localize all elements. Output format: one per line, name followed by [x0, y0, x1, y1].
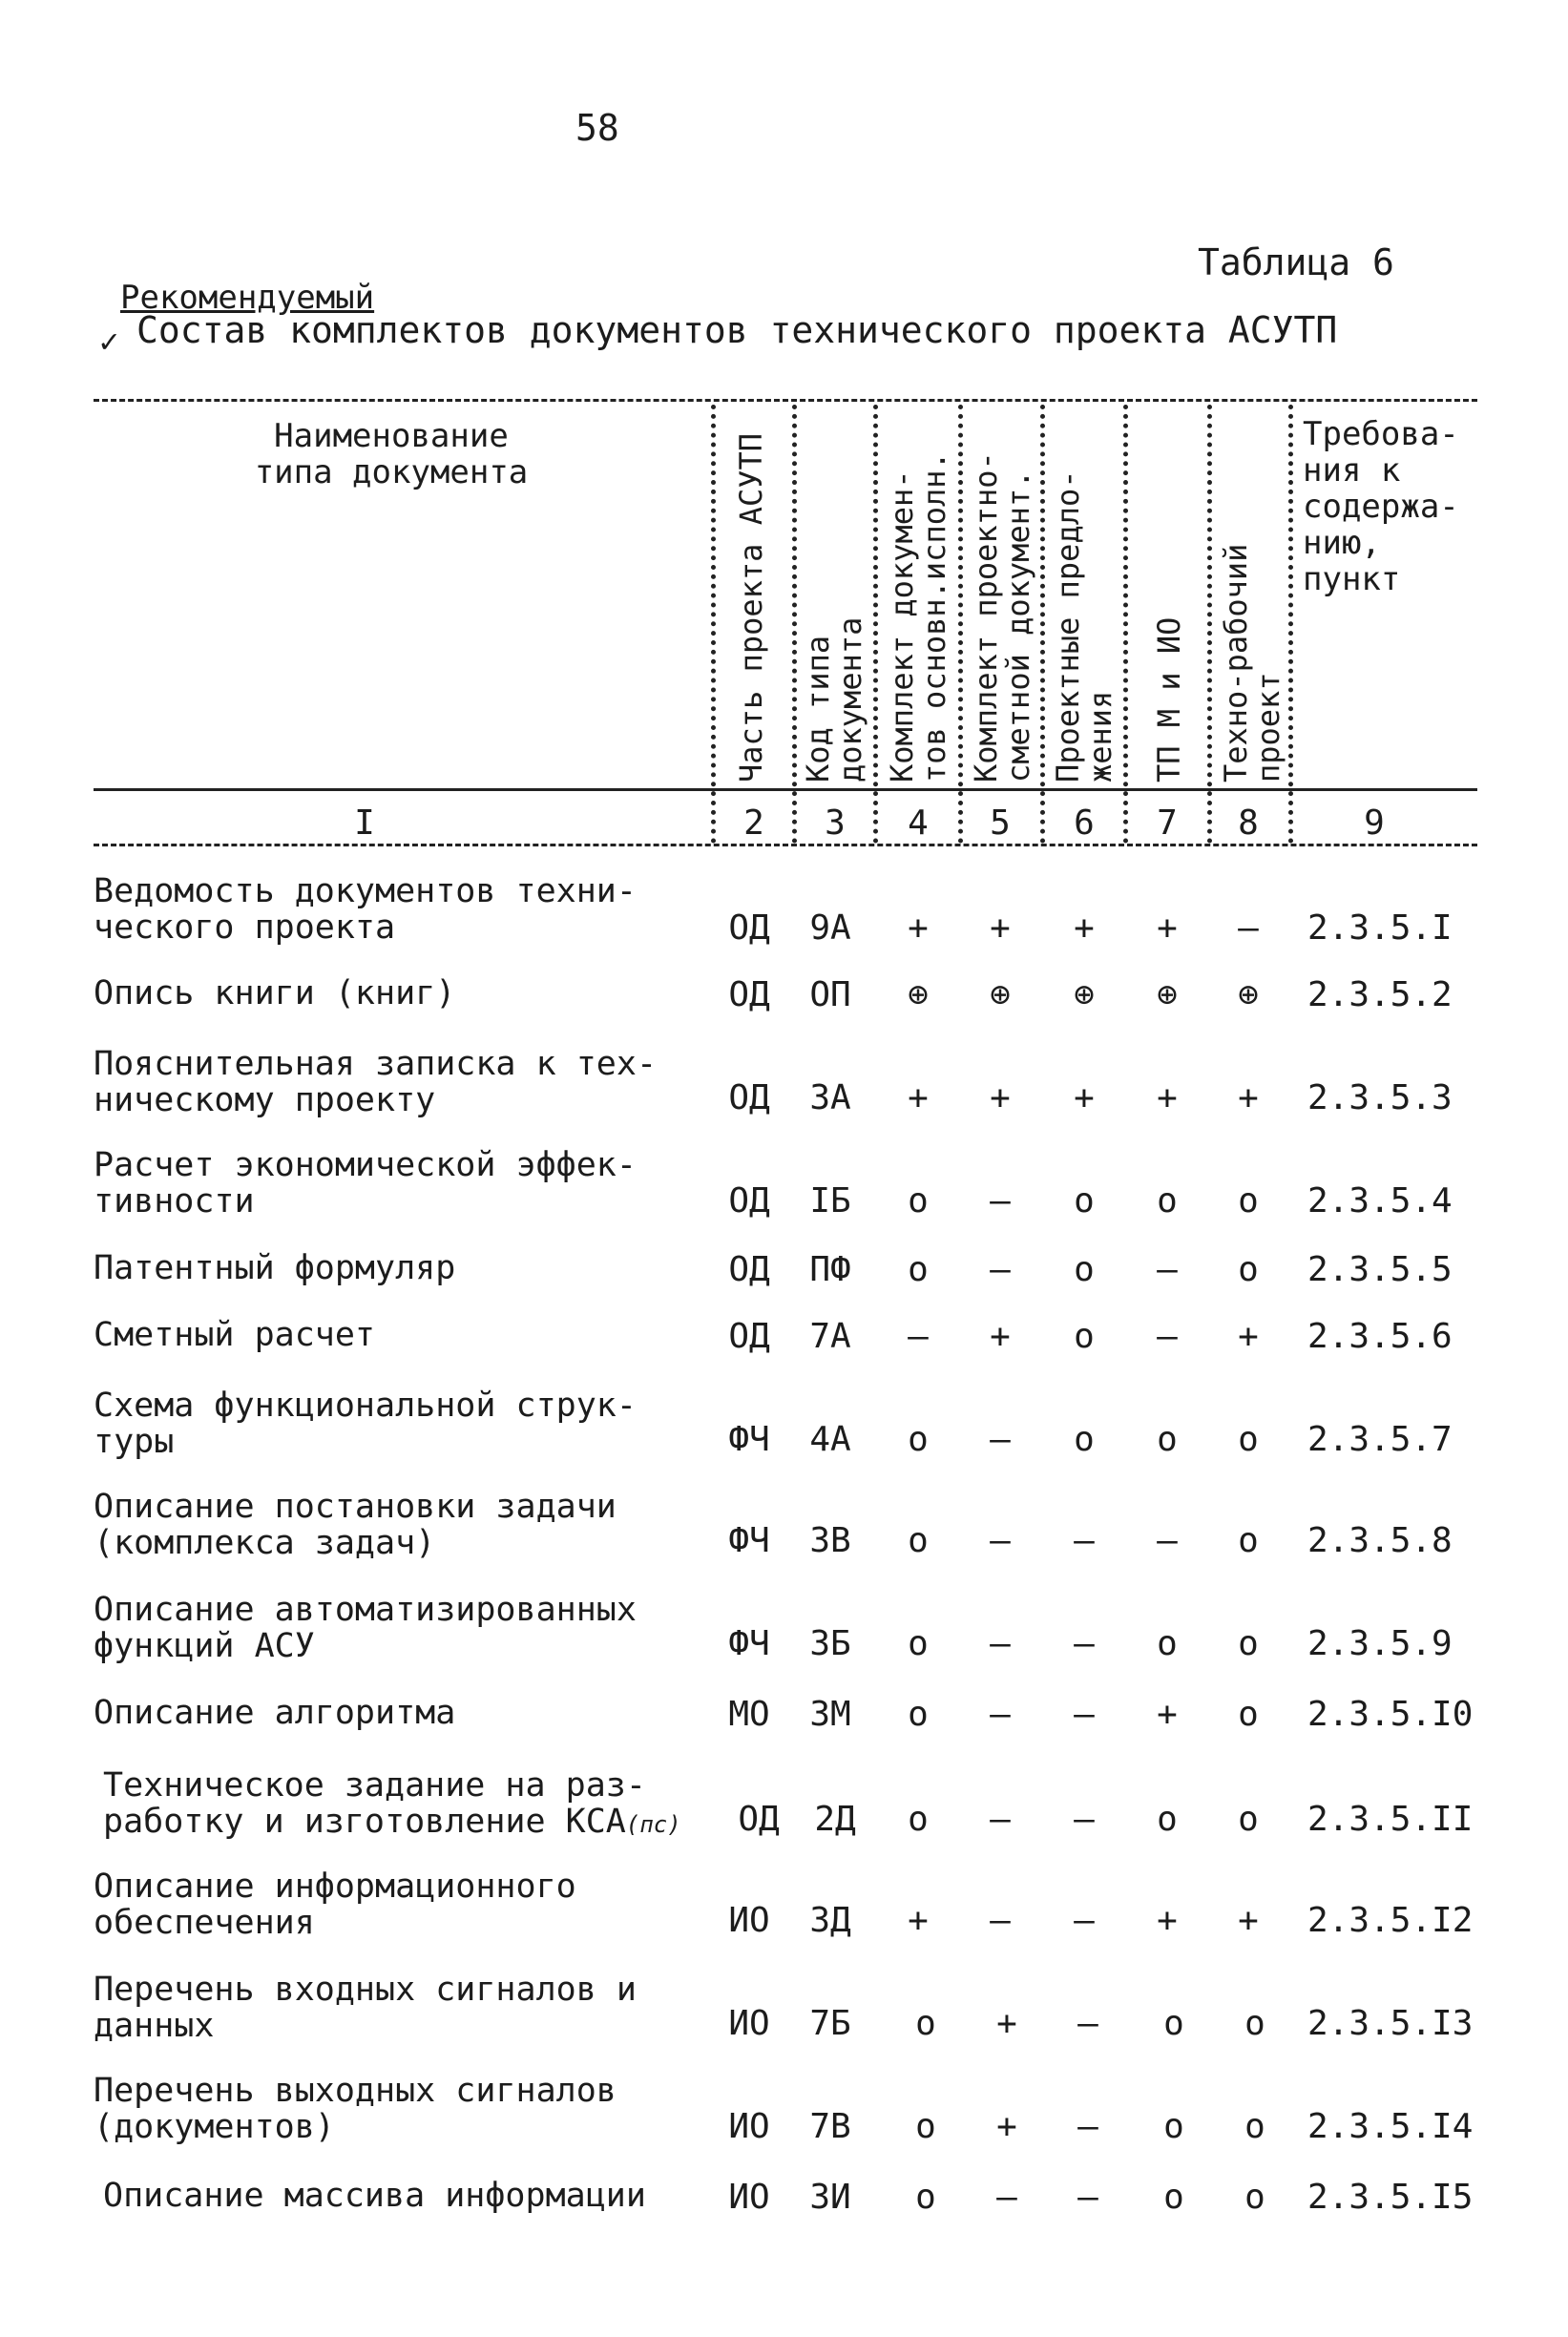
- column-separator: [1040, 405, 1045, 844]
- row-part: ФЧ: [728, 1420, 770, 1459]
- row-requirement: 2.3.5.8: [1307, 1521, 1453, 1560]
- row-requirement: 2.3.5.6: [1307, 1317, 1453, 1356]
- row-requirement: 2.3.5.2: [1307, 975, 1453, 1014]
- row-mark: +: [990, 1317, 1011, 1356]
- row-code: 3Б: [809, 1624, 851, 1663]
- row-mark: –: [990, 1695, 1011, 1734]
- row-mark: о: [1244, 2004, 1265, 2043]
- header-project-part: Часть проекта АСУТП: [733, 432, 769, 782]
- row-name: Пояснительная записка к тех- ническому проекту: [94, 1045, 658, 1119]
- row-mark: +: [1074, 908, 1095, 948]
- handwritten-note: (пс): [625, 1811, 681, 1838]
- row-code: ПФ: [809, 1250, 851, 1289]
- column-number: 3: [825, 803, 846, 843]
- row-mark: ⊕: [908, 975, 929, 1014]
- table-label: Таблица 6: [1198, 241, 1394, 283]
- row-mark: –: [990, 1901, 1011, 1940]
- row-mark: –: [1074, 1901, 1095, 1940]
- row-mark: +: [996, 2004, 1017, 2043]
- row-name: Перечень входных сигналов и данных: [94, 1971, 637, 2045]
- row-mark: –: [990, 1800, 1011, 1839]
- row-mark: –: [1077, 2178, 1098, 2217]
- header-tp-m-io: ТП М и ИО: [1151, 616, 1187, 782]
- column-number: 8: [1238, 803, 1259, 843]
- recommended-note: Рекомендуемый: [120, 279, 375, 317]
- row-mark: –: [1077, 2004, 1098, 2043]
- row-name: Техническое задание на раз- работку и изготовление КСА(пс): [103, 1766, 681, 1841]
- row-mark: –: [990, 1250, 1011, 1289]
- page-number: 58: [575, 107, 619, 149]
- row-code: 2Д: [814, 1800, 856, 1839]
- row-mark: +: [1238, 1078, 1259, 1117]
- row-mark: –: [1074, 1624, 1095, 1663]
- row-part: ИО: [728, 2004, 770, 2043]
- row-requirement: 2.3.5.9: [1307, 1624, 1453, 1663]
- row-name: Патентный формуляр: [94, 1249, 456, 1287]
- row-mark: о: [1157, 1624, 1178, 1663]
- row-name: Опись книги (книг): [94, 974, 456, 1012]
- header-type-code: Код типа документа: [800, 616, 868, 782]
- row-name: Расчет экономической эффек- тивности: [94, 1146, 637, 1221]
- row-requirement: 2.3.5.I2: [1307, 1901, 1474, 1940]
- row-mark: о: [908, 1800, 929, 1839]
- row-mark: –: [990, 1420, 1011, 1459]
- column-separator: [873, 405, 878, 844]
- row-mark: о: [1238, 1250, 1259, 1289]
- row-name: Описание алгоритма: [94, 1694, 456, 1732]
- row-part: ИО: [728, 1901, 770, 1940]
- row-mark: +: [1238, 1901, 1259, 1940]
- row-mark: о: [1074, 1181, 1095, 1221]
- row-part: ОД: [728, 1078, 770, 1117]
- row-part: ОД: [738, 1800, 780, 1839]
- row-code: ОП: [809, 975, 851, 1014]
- column-separator: [792, 405, 797, 844]
- row-requirement: 2.3.5.5: [1307, 1250, 1453, 1289]
- row-mark: о: [915, 2107, 936, 2146]
- row-name: Описание массива информации: [103, 2177, 646, 2215]
- row-mark: о: [1244, 2178, 1265, 2217]
- row-mark: о: [1238, 1181, 1259, 1221]
- row-requirement: 2.3.5.II: [1307, 1800, 1474, 1839]
- row-mark: –: [996, 2178, 1017, 2217]
- column-separator: [1288, 405, 1293, 844]
- column-number: 4: [908, 803, 929, 843]
- row-code: 3А: [809, 1078, 851, 1117]
- row-mark: о: [1074, 1317, 1095, 1356]
- row-code: 7В: [809, 2107, 851, 2146]
- row-mark: о: [1238, 1420, 1259, 1459]
- row-mark: ⊕: [990, 975, 1011, 1014]
- row-mark: +: [990, 1078, 1011, 1117]
- row-name: Ведомость документов техни- ческого проекта: [94, 872, 637, 947]
- row-part: ИО: [728, 2107, 770, 2146]
- row-mark: –: [1077, 2107, 1098, 2146]
- column-number: I: [354, 803, 375, 843]
- row-mark: о: [1074, 1250, 1095, 1289]
- row-mark: о: [1157, 1420, 1178, 1459]
- row-name: Перечень выходных сигналов (документов): [94, 2072, 617, 2146]
- row-mark: о: [1238, 1695, 1259, 1734]
- header-estimate-docs-set: Комплект проектно- сметной документ.: [968, 451, 1036, 782]
- row-mark: –: [1074, 1521, 1095, 1560]
- row-mark: о: [1238, 1521, 1259, 1560]
- row-mark: +: [1157, 1078, 1178, 1117]
- row-code: 3Д: [809, 1901, 851, 1940]
- row-part: ОД: [728, 1250, 770, 1289]
- header-working-project: Техно-рабочий проект: [1218, 543, 1286, 782]
- row-part: ОД: [728, 1181, 770, 1221]
- row-mark: –: [1157, 1521, 1178, 1560]
- row-part: МО: [728, 1695, 770, 1734]
- row-mark: о: [908, 1420, 929, 1459]
- row-name: Описание автоматизированных функций АСУ: [94, 1591, 637, 1665]
- row-mark: о: [1238, 1800, 1259, 1839]
- row-mark: –: [1074, 1800, 1095, 1839]
- header-requirements: Требова- ния к содержа- нию, пункт: [1303, 415, 1459, 598]
- row-requirement: 2.3.5.4: [1307, 1181, 1453, 1221]
- row-requirement: 2.3.5.7: [1307, 1420, 1453, 1459]
- row-mark: +: [1238, 1317, 1259, 1356]
- row-mark: –: [990, 1521, 1011, 1560]
- row-mark: о: [1074, 1420, 1095, 1459]
- row-mark: о: [908, 1695, 929, 1734]
- row-code: IБ: [809, 1181, 851, 1221]
- row-mark: –: [1074, 1695, 1095, 1734]
- column-separator: [958, 405, 963, 844]
- column-number: 9: [1364, 803, 1385, 843]
- row-mark: о: [1244, 2107, 1265, 2146]
- row-mark: о: [915, 2004, 936, 2043]
- row-code: 9А: [809, 908, 851, 948]
- row-mark: о: [915, 2178, 936, 2217]
- row-mark: о: [908, 1521, 929, 1560]
- row-mark: о: [908, 1624, 929, 1663]
- column-number: 7: [1157, 803, 1178, 843]
- row-mark: ⊕: [1238, 975, 1259, 1014]
- row-mark: +: [1074, 1078, 1095, 1117]
- row-requirement: 2.3.5.I0: [1307, 1695, 1474, 1734]
- row-name: Сметный расчет: [94, 1316, 376, 1354]
- row-requirement: 2.3.5.I3: [1307, 2004, 1474, 2043]
- row-requirement: 2.3.5.I: [1307, 908, 1453, 948]
- row-requirement: 2.3.5.I5: [1307, 2178, 1474, 2217]
- row-name: Описание информационного обеспечения: [94, 1868, 576, 1942]
- row-mark: +: [1157, 1901, 1178, 1940]
- table-title: Состав комплектов документов технического проекта АСУТП: [136, 309, 1338, 351]
- column-numbers-rule: [94, 844, 1477, 846]
- row-name: Описание постановки задачи (комплекса задач): [94, 1488, 617, 1562]
- column-number: 6: [1074, 803, 1095, 843]
- row-mark: –: [1157, 1317, 1178, 1356]
- row-part: ОД: [728, 1317, 770, 1356]
- row-mark: о: [908, 1250, 929, 1289]
- row-mark: +: [908, 908, 929, 948]
- row-part: ФЧ: [728, 1521, 770, 1560]
- row-mark: +: [908, 1078, 929, 1117]
- row-mark: –: [990, 1181, 1011, 1221]
- column-number: 2: [743, 803, 764, 843]
- row-mark: о: [908, 1181, 929, 1221]
- row-mark: о: [1163, 2107, 1184, 2146]
- row-mark: ⊕: [1074, 975, 1095, 1014]
- check-mark-icon: ✓: [99, 323, 119, 361]
- column-separator: [711, 405, 716, 844]
- column-separator: [1123, 405, 1128, 844]
- row-mark: ⊕: [1157, 975, 1178, 1014]
- row-part: ФЧ: [728, 1624, 770, 1663]
- row-mark: –: [1238, 908, 1259, 948]
- row-mark: +: [908, 1901, 929, 1940]
- column-separator: [1207, 405, 1212, 844]
- row-mark: +: [1157, 1695, 1178, 1734]
- row-mark: –: [1157, 1250, 1178, 1289]
- row-code: 4А: [809, 1420, 851, 1459]
- header-bottom-rule: [94, 788, 1477, 791]
- row-part: ИО: [728, 2178, 770, 2217]
- header-document-type: Наименование типа документа: [254, 417, 529, 491]
- row-name: Схема функциональной струк- туры: [94, 1387, 637, 1461]
- row-mark: о: [1238, 1624, 1259, 1663]
- row-mark: о: [1157, 1800, 1178, 1839]
- row-mark: –: [908, 1317, 929, 1356]
- row-mark: +: [996, 2107, 1017, 2146]
- row-code: 3М: [809, 1695, 851, 1734]
- row-code: 3И: [809, 2178, 851, 2217]
- row-code: 7Б: [809, 2004, 851, 2043]
- header-project-proposals: Проектные предло- жения: [1050, 469, 1119, 782]
- row-part: ОД: [728, 908, 770, 948]
- row-requirement: 2.3.5.3: [1307, 1078, 1453, 1117]
- row-part: ОД: [728, 975, 770, 1014]
- row-mark: о: [1163, 2178, 1184, 2217]
- header-top-rule: [94, 399, 1477, 402]
- row-mark: о: [1157, 1181, 1178, 1221]
- row-code: 3В: [809, 1521, 851, 1560]
- header-main-docs-set: Комплект докумен- тов основн.исполн.: [884, 451, 952, 782]
- row-mark: –: [990, 1624, 1011, 1663]
- row-mark: о: [1163, 2004, 1184, 2043]
- row-requirement: 2.3.5.I4: [1307, 2107, 1474, 2146]
- row-mark: +: [990, 908, 1011, 948]
- column-number: 5: [990, 803, 1011, 843]
- row-mark: +: [1157, 908, 1178, 948]
- row-code: 7А: [809, 1317, 851, 1356]
